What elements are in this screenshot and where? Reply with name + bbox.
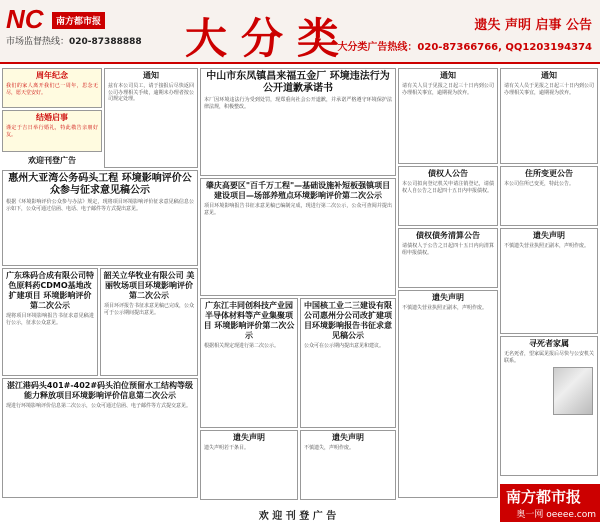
- lost-column-mid: 遗失声明 不慎遗失营业执照正副本，声明作废。: [398, 290, 498, 498]
- anniversary-ad: 周年纪念 我们的家人离开我们已一周年，思念无尽，愿天堂安好。: [2, 68, 102, 108]
- column4-top: 通知 请有关人员于见报之日起三十日内到公司办理相关事宜，逾期视为放弃。: [500, 68, 598, 164]
- section-subtitle: 遗失 声明 启事 公告: [474, 18, 592, 33]
- logo-mark: NC: [6, 4, 44, 34]
- lost-notice-3: 遗失声明 不慎遗失，声明作废。: [300, 430, 396, 500]
- huizhou-notice: 惠州大亚湾公务码头工程 环境影响评价公众参与征求意见稿公示 根据《环境影响评价公众参与办法》规定，现将项目环境影响评价征求意见稿信息公示如下，公众可通过信函、电话、电子邮件等方式提出意见。: [2, 170, 198, 266]
- page-title: 大分类: [185, 14, 354, 63]
- wedding-ad: 结婚启事 谨定于吉日举行婚礼，特此敬告亲朋好友。: [2, 110, 102, 152]
- newspaper-logo: [6, 4, 136, 32]
- zhaoqing-notice: 肇庆高要区"百千万工程"—基础设施补短板强镇项目建设项目—场部养殖点环境影响评价第二次公示 项目环境影响报告书征求意见稿已编制完成，现进行第二次公示，公众可查阅并提出意见。: [200, 178, 396, 296]
- footer-banner: 欢 迎 刊 登 广 告: [258, 511, 337, 522]
- ad-hotline: 大分类广告热线：020-87366766, QQ1203194374: [337, 42, 592, 53]
- lost-notice-1: 遗失声明 不慎遗失营业执照正副本，声明作废。: [500, 228, 598, 334]
- address-change-notice: 住所变更公告 本公司住所已变更，特此公告。: [500, 166, 598, 226]
- logo-brand: 南方都市报: [52, 12, 105, 29]
- zhanjiang-notice: 湛江港码头401#-402#码头泊位预留水工结构等级能力释放项目环境影响评价信息第二次公示 现进行环境影响评价信息第二次公示，公众可通过信函、电子邮件等方式提交意见。: [2, 378, 198, 498]
- fengli-notice: 广东江丰同创科技产业园半导体材料等产业集聚项目 环境影响评价第二次公示 根据相关规定现进行第二次公示。: [200, 298, 298, 428]
- missing-family-notice: 寻死者家属 无名死者，望家属见报后尽快与公安机关联系。: [500, 336, 598, 476]
- guangdong-cdmo-notice: 广东珠码合成有限公司特色原料药CDMO基地改扩建项目 环境影响评价第二次公示 现将项目环境影响报告书征求意见稿进行公示，征求公众意见。: [2, 268, 98, 376]
- lost-notice-2: 遗失声明 遗失声明若干条目。: [200, 430, 298, 500]
- shaoguan-notice: 韶关立华牧业有限公司 美丽牧场项目环境影响评价第二次公示 项目环评报告书征求意见稿已完成，公众可于公示期间提出意见。: [100, 268, 198, 376]
- notice-ad: 通知 兹有本公司员工，请于接报后尽快返回公司办理相关手续，逾期未办理者按公司规定处理。: [104, 68, 198, 168]
- corner-logo: [500, 484, 600, 522]
- notice-2: 通知 请有关人员于见报之日起三十日内到公司办理相关事宜，逾期视为放弃。: [398, 68, 498, 164]
- zhongguo-notice: 中国核工业二三建设有限公司惠州分公司改扩建项目环境影响报告书征求意见稿公示 公众可在公示期内提出意见和建议。: [300, 298, 396, 428]
- corner-logo-name: 南方都市报: [506, 488, 582, 506]
- deceased-photo: [553, 367, 593, 415]
- welcome-ad: 欢迎刊登广告: [2, 154, 102, 168]
- hotline: 市场监督热线：020-87388888: [6, 37, 142, 47]
- creditor-notice: 债权人公告 本公司拟向登记机关申请注销登记，请债权人自公告之日起四十五日内申报债权。: [398, 166, 498, 226]
- zhongshan-apology: 中山市东凤镇昌来福五金厂 环境违法行为公开道歉承诺书 本厂因环境违法行为受到处罚，现郑重向社会公开道歉，并承诺严格遵守环境保护法律法规，积极整改。: [200, 68, 396, 176]
- liquidation-notice: 债权债务清算公告 请债权人于公告之日起四十五日内向清算组申报债权。: [398, 228, 498, 288]
- masthead: [0, 0, 600, 64]
- corner-logo-url: 奥一网 oeeee.com: [516, 510, 596, 520]
